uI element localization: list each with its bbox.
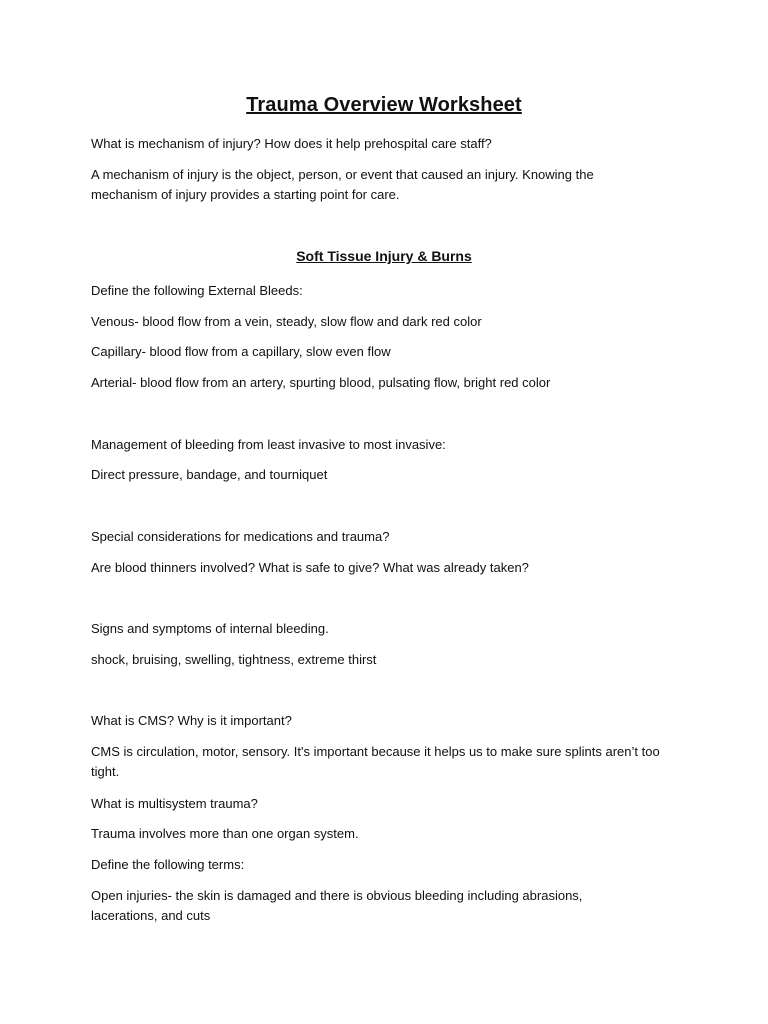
answer-medications: Are blood thinners involved? What is safe to give? What was already taken? [91, 560, 529, 575]
answer-multisystem: Trauma involves more than one organ system. [91, 826, 359, 841]
question-mechanism: What is mechanism of injury? How does it help prehospital care staff? [91, 136, 492, 151]
answer-internal-bleeding: shock, bruising, swelling, tightness, extreme thirst [91, 652, 377, 667]
question-external-bleeds: Define the following External Bleeds: [91, 283, 303, 298]
answer-management: Direct pressure, bandage, and tourniquet [91, 467, 328, 482]
answer-cms: CMS is circulation, motor, sensory. It's important because it helps us to make sure splints aren’t too tight. [91, 744, 660, 779]
question-terms: Define the following terms: [91, 857, 245, 872]
question-internal-bleeding: Signs and symptoms of internal bleeding. [91, 621, 329, 636]
question-multisystem: What is multisystem trauma? [91, 796, 258, 811]
answer-mechanism: A mechanism of injury is the object, person, or event that caused an injury. Knowing the mechanism of injury provides a starting point for care. [91, 167, 594, 202]
question-management: Management of bleeding from least invasive to most invasive: [91, 437, 446, 452]
answer-open-injuries: Open injuries- the skin is damaged and there is obvious bleeding including abrasions, lacerations, and cuts [91, 888, 583, 923]
section-heading: Soft Tissue Injury & Burns [296, 248, 472, 264]
answer-arterial: Arterial- blood flow from an artery, spurting blood, pulsating flow, bright red color [91, 375, 551, 390]
question-cms: What is CMS? Why is it important? [91, 713, 292, 728]
answer-capillary: Capillary- blood flow from a capillary, slow even flow [91, 344, 391, 359]
answer-venous: Venous- blood flow from a vein, steady, slow flow and dark red color [91, 314, 482, 329]
question-medications: Special considerations for medications and trauma? [91, 529, 390, 544]
page-title: Trauma Overview Worksheet [246, 94, 522, 116]
